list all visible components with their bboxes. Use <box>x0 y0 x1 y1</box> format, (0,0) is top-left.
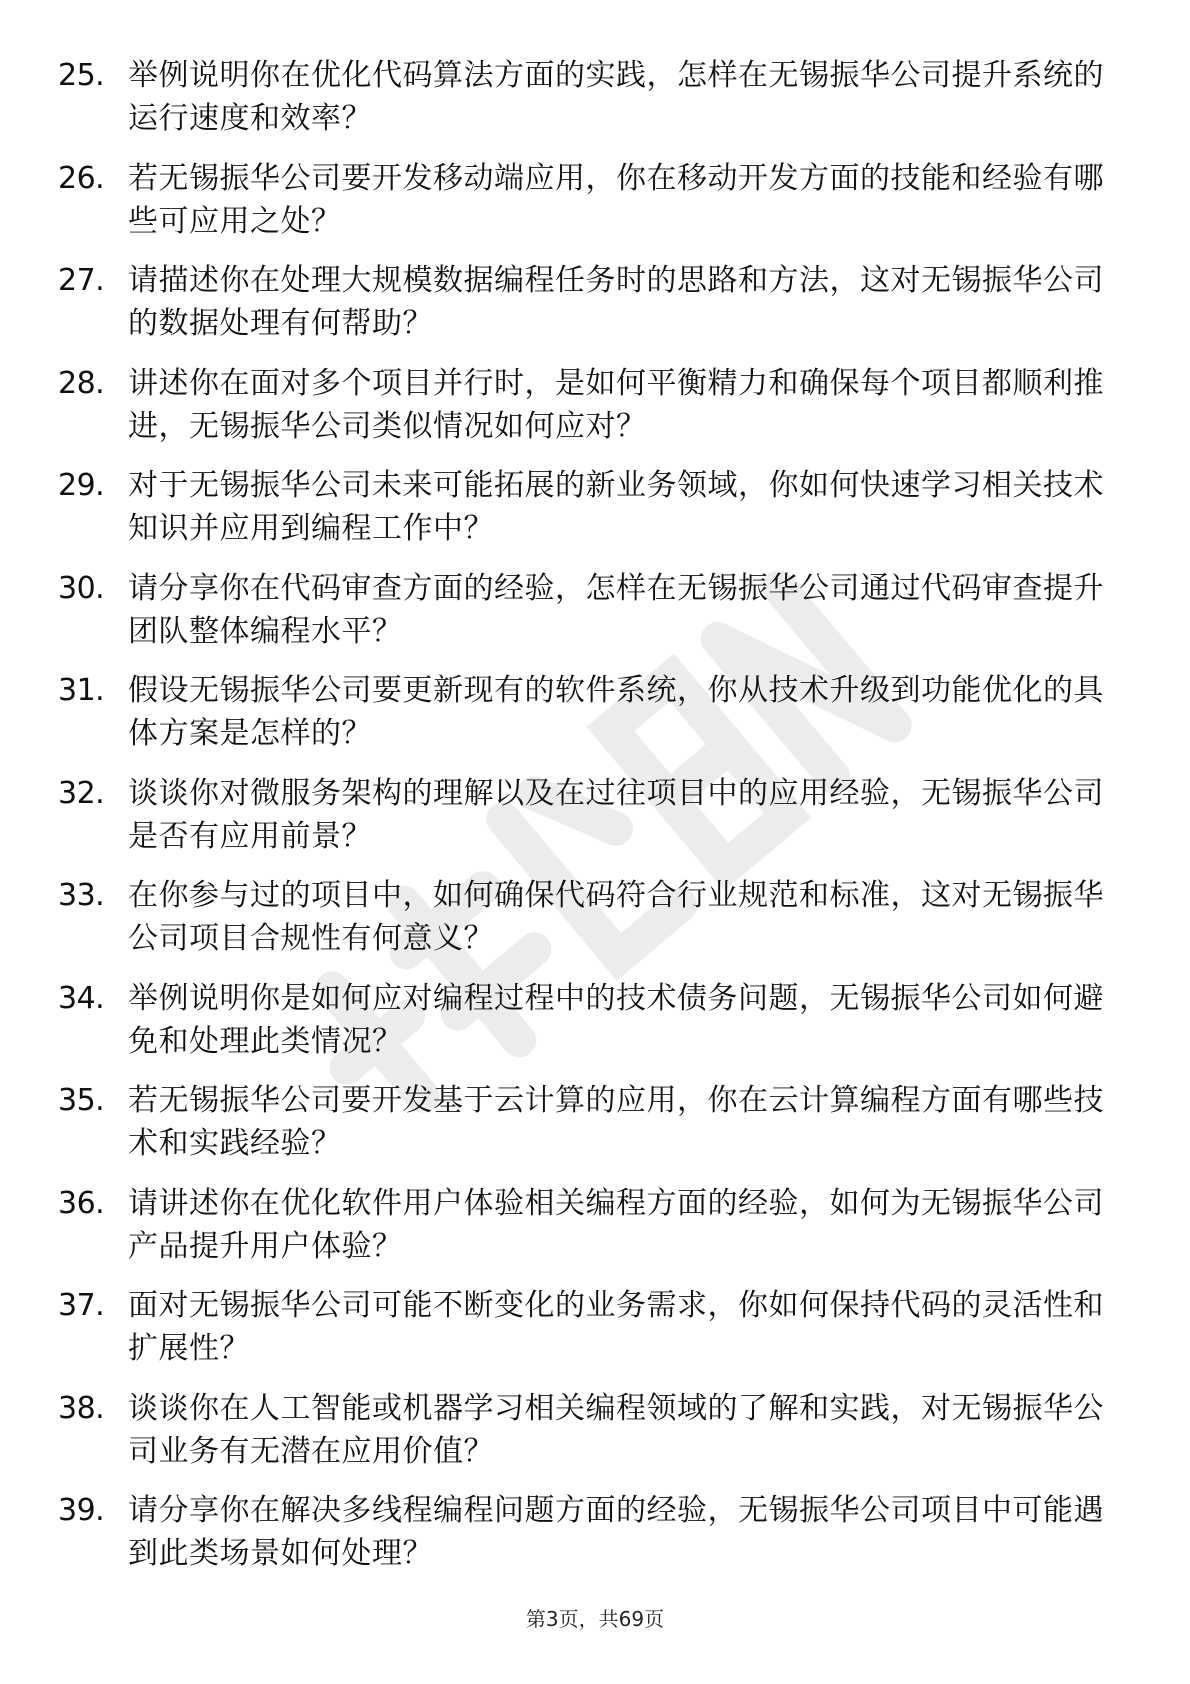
question-text: 对于无锡振华公司未来可能拓展的新业务领域，你如何快速学习相关技术知识并应用到编程工作中？ <box>128 468 1104 546</box>
question-item <box>58 1387 1138 1490</box>
question-item <box>58 157 1138 260</box>
question-text: 请分享你在代码审查方面的经验，怎样在无锡振华公司通过代码审查提升团队整体编程水平？ <box>128 570 1104 649</box>
question-number: 29. <box>58 468 105 503</box>
question-text: 请描述你在处理大规模数据编程任务时的思路和方法，这对无锡振华公司的数据处理有何帮助？ <box>128 263 1104 341</box>
question-number: 25. <box>58 58 105 93</box>
question-item <box>58 977 1138 1080</box>
question-text: 谈谈你对微服务架构的理解以及在过往项目中的应用经验，无锡振华公司是否有应用前景？ <box>128 775 1104 854</box>
question-number: 35. <box>58 1083 105 1118</box>
question-item <box>58 669 1138 772</box>
question-number: 37. <box>58 1288 105 1323</box>
question-number: 38. <box>58 1390 105 1426</box>
question-item <box>58 567 1138 670</box>
question-text: 请讲述你在优化软件用户体验相关编程方面的经验，如何为无锡振华公司产品提升用户体验？ <box>128 1185 1104 1264</box>
question-item <box>58 772 1138 875</box>
question-item <box>58 1284 1138 1387</box>
question-number: 31. <box>58 673 105 708</box>
question-text: 假设无锡振华公司要更新现有的软件系统，你从技术升级到功能优化的具体方案是怎样的？ <box>128 673 1104 751</box>
page-footer: 第3页，共69页 <box>525 1607 665 1631</box>
question-text: 谈谈你在人工智能或机器学习相关编程领域的了解和实践，对无锡振华公司业务有无潜在应用价值？ <box>128 1390 1104 1469</box>
question-item <box>58 874 1138 977</box>
question-text: 在你参与过的项目中，如何确保代码符合行业规范和标准，这对无锡振华公司项目合规性有何意义？ <box>128 878 1104 956</box>
question-text: 若无锡振华公司要开发基于云计算的应用，你在云计算编程方面有哪些技术和实践经验？ <box>128 1083 1104 1161</box>
question-number: 26. <box>58 160 105 196</box>
question-item <box>58 362 1138 465</box>
question-item <box>58 1079 1138 1182</box>
question-item <box>58 54 1138 157</box>
question-text: 若无锡振华公司要开发移动端应用，你在移动开发方面的技能和经验有哪些可应用之处？ <box>128 160 1104 239</box>
question-item <box>58 1182 1138 1285</box>
question-number: 28. <box>58 365 105 401</box>
question-text: 面对无锡振华公司可能不断变化的业务需求，你如何保持代码的灵活性和扩展性？ <box>128 1288 1104 1366</box>
question-number: 27. <box>58 263 105 298</box>
question-number: 32. <box>58 775 105 811</box>
question-list <box>58 54 1138 1592</box>
question-number: 39. <box>58 1493 105 1528</box>
question-text: 请分享你在解决多线程编程问题方面的经验，无锡振华公司项目中可能遇到此类场景如何处理？ <box>128 1493 1104 1571</box>
question-number: 30. <box>58 570 105 606</box>
question-item <box>58 259 1138 362</box>
question-text: 讲述你在面对多个项目并行时，是如何平衡精力和确保每个项目都顺利推进，无锡振华公司类似情况如何应对？ <box>128 365 1104 444</box>
question-number: 33. <box>58 878 105 913</box>
question-number: 36. <box>58 1185 105 1221</box>
question-text: 举例说明你是如何应对编程过程中的技术债务问题，无锡振华公司如何避免和处理此类情况？ <box>128 980 1104 1059</box>
question-number: 34. <box>58 980 105 1016</box>
question-item <box>58 1489 1138 1592</box>
question-item <box>58 464 1138 567</box>
question-text: 举例说明你在优化代码算法方面的实践，怎样在无锡振华公司提升系统的运行速度和效率？ <box>128 58 1104 136</box>
